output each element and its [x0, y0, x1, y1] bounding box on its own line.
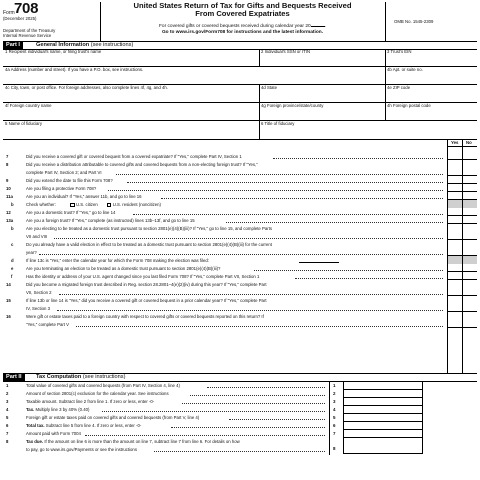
- dot-leader: [182, 403, 325, 404]
- line-number: 13a: [6, 218, 14, 223]
- no-column-header: No: [466, 140, 472, 145]
- yes-answer-box[interactable]: [447, 304, 462, 312]
- question-text: Did you receive a covered gift or covered bequest from a covered expatriate? If "Yes," complete Part IV, Section 1: [26, 154, 242, 159]
- question-text: Are you a foreign trust? If "Yes," complete (as instructed) lines 13b–13f, and go to line 15: [26, 218, 195, 223]
- yes-answer-box[interactable]: [447, 168, 462, 176]
- tax-line-number: 2: [6, 391, 9, 396]
- part2-label: Part II: [3, 374, 25, 381]
- tax-line-number: 3: [6, 399, 9, 404]
- tax-amount-field[interactable]: [343, 382, 423, 390]
- ssn-itin-label: 2 Individual's SSN or ITIN: [261, 49, 311, 54]
- foreign-country-field[interactable]: [3, 103, 258, 120]
- yes-answer-box[interactable]: [447, 184, 462, 192]
- tax-line-number: 5: [6, 415, 9, 420]
- dot-leader: [229, 419, 325, 420]
- yes-answer-box[interactable]: [447, 192, 462, 200]
- dot-leader: [39, 254, 443, 255]
- tax-line-box-number: 5: [333, 415, 336, 420]
- apt-suite-field[interactable]: [386, 67, 477, 84]
- us-citizen-checkbox[interactable]: [70, 203, 75, 208]
- us-resident-label: U.S. resident (noncitizen): [112, 202, 161, 207]
- no-answer-box[interactable]: [462, 248, 477, 256]
- ssn-itin-field[interactable]: [260, 49, 385, 66]
- question-text: Has the identity or address of your U.S. agent changed since you last filed Form 708? If "Yes," complete Part VII, Section 1: [26, 274, 260, 279]
- us-citizen-label: U.S. citizen: [76, 202, 98, 207]
- yes-column-header: Yes: [451, 140, 459, 145]
- tax-line-box-number: 7: [333, 431, 336, 436]
- yes-answer-box[interactable]: [447, 152, 462, 160]
- question-text: Did you become a migrated foreign trust described in Reg. section 28.2801–4(e)(2)(iv) during this year? If "Yes," complete Part: [26, 282, 267, 287]
- tax-line-text: Total value of covered gifts and covered bequests (from Part IV, Section 4, line 4): [26, 383, 180, 388]
- tax-amount-field[interactable]: [343, 422, 423, 430]
- dot-leader: [133, 214, 443, 215]
- tax-line-text: Amount of section 2801(c) exclusion for the calendar year. See instructions: [26, 391, 169, 396]
- tax-line-number: 1: [6, 383, 9, 388]
- dot-leader: [254, 270, 443, 271]
- title-block: [100, 2, 385, 41]
- question-text: Are you an individual? If "Yes," answer 11b, and go to line 16: [26, 194, 142, 199]
- dot-leader: [85, 435, 325, 436]
- yes-answer-box[interactable]: [447, 248, 462, 256]
- no-answer-box[interactable]: [462, 304, 477, 312]
- city-field[interactable]: [3, 85, 258, 102]
- dot-leader: [154, 451, 325, 452]
- yes-answer-box[interactable]: [447, 176, 462, 184]
- foreign-postal-field[interactable]: [386, 103, 477, 120]
- yes-answer-box[interactable]: [447, 272, 462, 280]
- question-text: Are you a domestic trust? If "Yes," go to line 14: [26, 210, 116, 215]
- form-number: 708: [14, 0, 39, 17]
- yes-answer-box[interactable]: [447, 216, 462, 224]
- dot-leader: [207, 387, 325, 388]
- tax-line-text: Amount paid with Form 7004: [26, 431, 81, 436]
- tax-amount-field[interactable]: [343, 438, 423, 454]
- citizenship-checkboxes: [69, 202, 161, 207]
- line-number: 7: [6, 154, 9, 159]
- no-answer-box[interactable]: [462, 192, 477, 200]
- question-text-continued: complete Part IV, Section 2; and Part VI: [26, 170, 102, 175]
- dot-leader: [108, 190, 443, 191]
- tax-line-text: Tax. Multiply line 3 by 40% (0.40): [26, 407, 90, 412]
- election-year-field[interactable]: [299, 262, 339, 266]
- no-answer-box[interactable]: [462, 216, 477, 224]
- trust-ein-field[interactable]: [386, 49, 477, 66]
- form-708-page: [3, 2, 477, 478]
- omb-number: OMB No. 1545-2309: [394, 19, 434, 24]
- question-text: Are you filing a protective Form 708?: [26, 186, 97, 191]
- tax-amount-field[interactable]: [343, 406, 423, 414]
- tax-line-number: 6: [6, 423, 9, 428]
- tax-amount-field[interactable]: [343, 398, 423, 406]
- tax-amount-field[interactable]: [343, 390, 423, 398]
- question-text: Did you receive a distribution attributable to covered gifts and covered bequests from a non-electing foreign trust? If "Yes,": [26, 162, 258, 167]
- foreign-postal-label: 4h Foreign postal code: [387, 103, 431, 108]
- line-number: d: [11, 258, 14, 263]
- tax-line-number: 7: [6, 431, 9, 436]
- line-number: b: [11, 226, 14, 231]
- dot-leader: [57, 310, 443, 311]
- question-text-continued: year?: [26, 250, 37, 255]
- dot-leader: [295, 278, 443, 279]
- dot-leader: [161, 198, 443, 199]
- line-number: 12: [6, 210, 11, 215]
- dot-leader: [116, 174, 443, 175]
- fiduciary-name-field[interactable]: [3, 121, 258, 139]
- no-answer-box[interactable]: [462, 168, 477, 176]
- question-text: Were gift or estate taxes paid to a foreign country with respect to covered gifts or covered bequests reported on this return? If: [26, 314, 264, 319]
- form-word: Form: [3, 10, 15, 16]
- tax-line-box-number: 1: [333, 383, 336, 388]
- fiduciary-title-field[interactable]: [260, 121, 477, 139]
- line-number: e: [11, 266, 14, 271]
- line-number: 15: [6, 298, 11, 303]
- form-number-block: [3, 2, 98, 41]
- line-number: f: [11, 274, 13, 279]
- tax-line-text-continued: to pay, go to www.irs.gov/Payments or see the instructions: [26, 447, 137, 452]
- yes-answer-box[interactable]: [447, 264, 462, 272]
- line-number: 14: [6, 282, 11, 287]
- tax-line-box-number: 6: [333, 423, 336, 428]
- line-number: 8: [6, 162, 9, 167]
- foreign-country-label: 4f Foreign country name: [5, 103, 52, 108]
- no-answer-box[interactable]: [462, 288, 477, 296]
- line-number: 11a: [6, 194, 13, 199]
- question-text: Did you extend the date to file this Form 708?: [26, 178, 113, 183]
- part2-title: Tax Computation (see instructions): [36, 373, 126, 380]
- form-revision: (December 2025): [3, 16, 37, 21]
- question-text: If line 13c is "Yes," enter the calendar year for which the Form 708 making the election was filed:: [26, 258, 209, 263]
- question-text: If line 13b or line 14 is "Yes," did you receive a covered gift or covered bequest in a prior calendar year? If "Yes," complete Part: [26, 298, 267, 303]
- line-number: c: [11, 242, 14, 247]
- dot-leader: [171, 427, 325, 428]
- dot-leader: [127, 182, 443, 183]
- dot-leader: [59, 294, 443, 295]
- no-answer-box[interactable]: [462, 176, 477, 184]
- yes-answer-box[interactable]: [447, 288, 462, 296]
- tax-amount-field[interactable]: [343, 414, 423, 422]
- line-number: 10: [6, 186, 11, 191]
- no-answer-box[interactable]: [462, 232, 477, 240]
- form-subtitle: For covered gifts or covered bequests received during calendar year 20 .: [158, 24, 327, 30]
- dot-leader: [190, 395, 325, 396]
- us-resident-checkbox[interactable]: [107, 203, 112, 208]
- tax-line-text: Tax due. If the amount on line 6 is more than the amount on line 7, subtract line 7 from line 6. For details on how: [26, 439, 240, 444]
- line-number: b: [11, 202, 14, 207]
- no-answer-box[interactable]: [462, 152, 477, 160]
- address-label: 4a Address (number and street). If you have a P.O. box, see instructions.: [5, 67, 144, 72]
- part1-title: General Information (see instructions): [36, 41, 134, 48]
- tax-line-number: 4: [6, 407, 9, 412]
- no-answer-box[interactable]: [462, 320, 477, 328]
- address-field[interactable]: [3, 67, 385, 84]
- question-text: Do you already have a valid election in effect to be treated as a domestic trust pursuant to section 2801(e)(4)(B)(iii) for the current: [26, 242, 272, 247]
- trust-ein-label: 3 Trust's EIN: [387, 49, 412, 54]
- tax-line-text: Total tax. Subtract line 5 from line 4. If zero or less, enter -0-: [26, 423, 142, 428]
- tax-line-box-number: 4: [333, 407, 336, 412]
- tax-amount-field[interactable]: [343, 430, 423, 438]
- state-label: 4d State: [261, 85, 278, 90]
- tax-line-box-number: 2: [333, 391, 336, 396]
- foreign-province-label: 4g Foreign province/state/county: [261, 103, 324, 108]
- tax-line-box-number: 8: [333, 446, 336, 451]
- line-number: 16: [6, 314, 11, 319]
- city-label: 4c City, town, or post office. For foreign addresses, also complete lines 4f, 4g, and 4h.: [5, 85, 168, 90]
- question-text: Are you terminating an election to be treated as a domestic trust pursuant to section 2801(e)(4)(B)(iii)?: [26, 266, 221, 271]
- dot-leader: [273, 158, 443, 159]
- question-text-continued: IV, Section 3: [26, 306, 50, 311]
- dot-leader: [76, 326, 443, 327]
- question-text-continued: VII and VIII: [26, 234, 48, 239]
- question-text-continued: VII, Section 2: [26, 290, 52, 295]
- state-field[interactable]: [260, 85, 385, 102]
- yes-answer-box[interactable]: [447, 232, 462, 240]
- tax-line-box-number: 3: [333, 399, 336, 404]
- part1-label: Part I: [3, 42, 23, 49]
- no-answer-box[interactable]: [462, 264, 477, 272]
- dot-leader: [102, 411, 325, 412]
- no-answer-box[interactable]: [462, 272, 477, 280]
- dot-leader: [54, 238, 443, 239]
- zip-field[interactable]: [386, 85, 477, 102]
- tax-line-text: Foreign gift or estate taxes paid on covered gifts and covered bequests (from Part V, line 4): [26, 415, 200, 420]
- foreign-province-field[interactable]: [260, 103, 385, 120]
- agency-line: Internal Revenue Service: [3, 33, 52, 38]
- tax-line-number: 8: [6, 439, 9, 444]
- question-text: Check whether:: [26, 202, 56, 207]
- instructions-link: Go to www.irs.gov/Form708 for instructions and the latest information.: [161, 30, 324, 36]
- question-text: Are you electing to be treated as a domestic trust pursuant to section 2801(e)(4)(B)(iii)? If "Yes," go to line 15, and complete Parts: [26, 226, 273, 231]
- tax-line-text: Taxable amount. Subtract line 2 from line 1. If zero or less, enter -0-: [26, 399, 155, 404]
- no-answer-box[interactable]: [462, 184, 477, 192]
- question-text-continued: "Yes," complete Part V: [26, 322, 70, 327]
- recipient-name-field[interactable]: [3, 49, 258, 66]
- form-title-line1: United States Return of Tax for Gifts and Bequests Received: [133, 1, 352, 10]
- form-title-line2: From Covered Expatriates: [195, 9, 290, 19]
- yes-answer-box[interactable]: [447, 208, 462, 216]
- recipient-name-label: 1 Recipient individual's name, or filing trust's name: [5, 49, 102, 54]
- apt-suite-label: 4b Apt. or suite no.: [387, 67, 423, 72]
- line-number: 9: [6, 178, 9, 183]
- yes-answer-box[interactable]: [447, 320, 462, 328]
- fiduciary-title-label: 6 Title of fiduciary: [261, 121, 295, 126]
- fiduciary-name-label: 5 Name of fiduciary: [5, 121, 43, 126]
- dot-leader: [226, 222, 443, 223]
- no-answer-box[interactable]: [462, 208, 477, 216]
- department-line: Department of the Treasury: [3, 28, 56, 33]
- zip-label: 4e ZIP code: [387, 85, 411, 90]
